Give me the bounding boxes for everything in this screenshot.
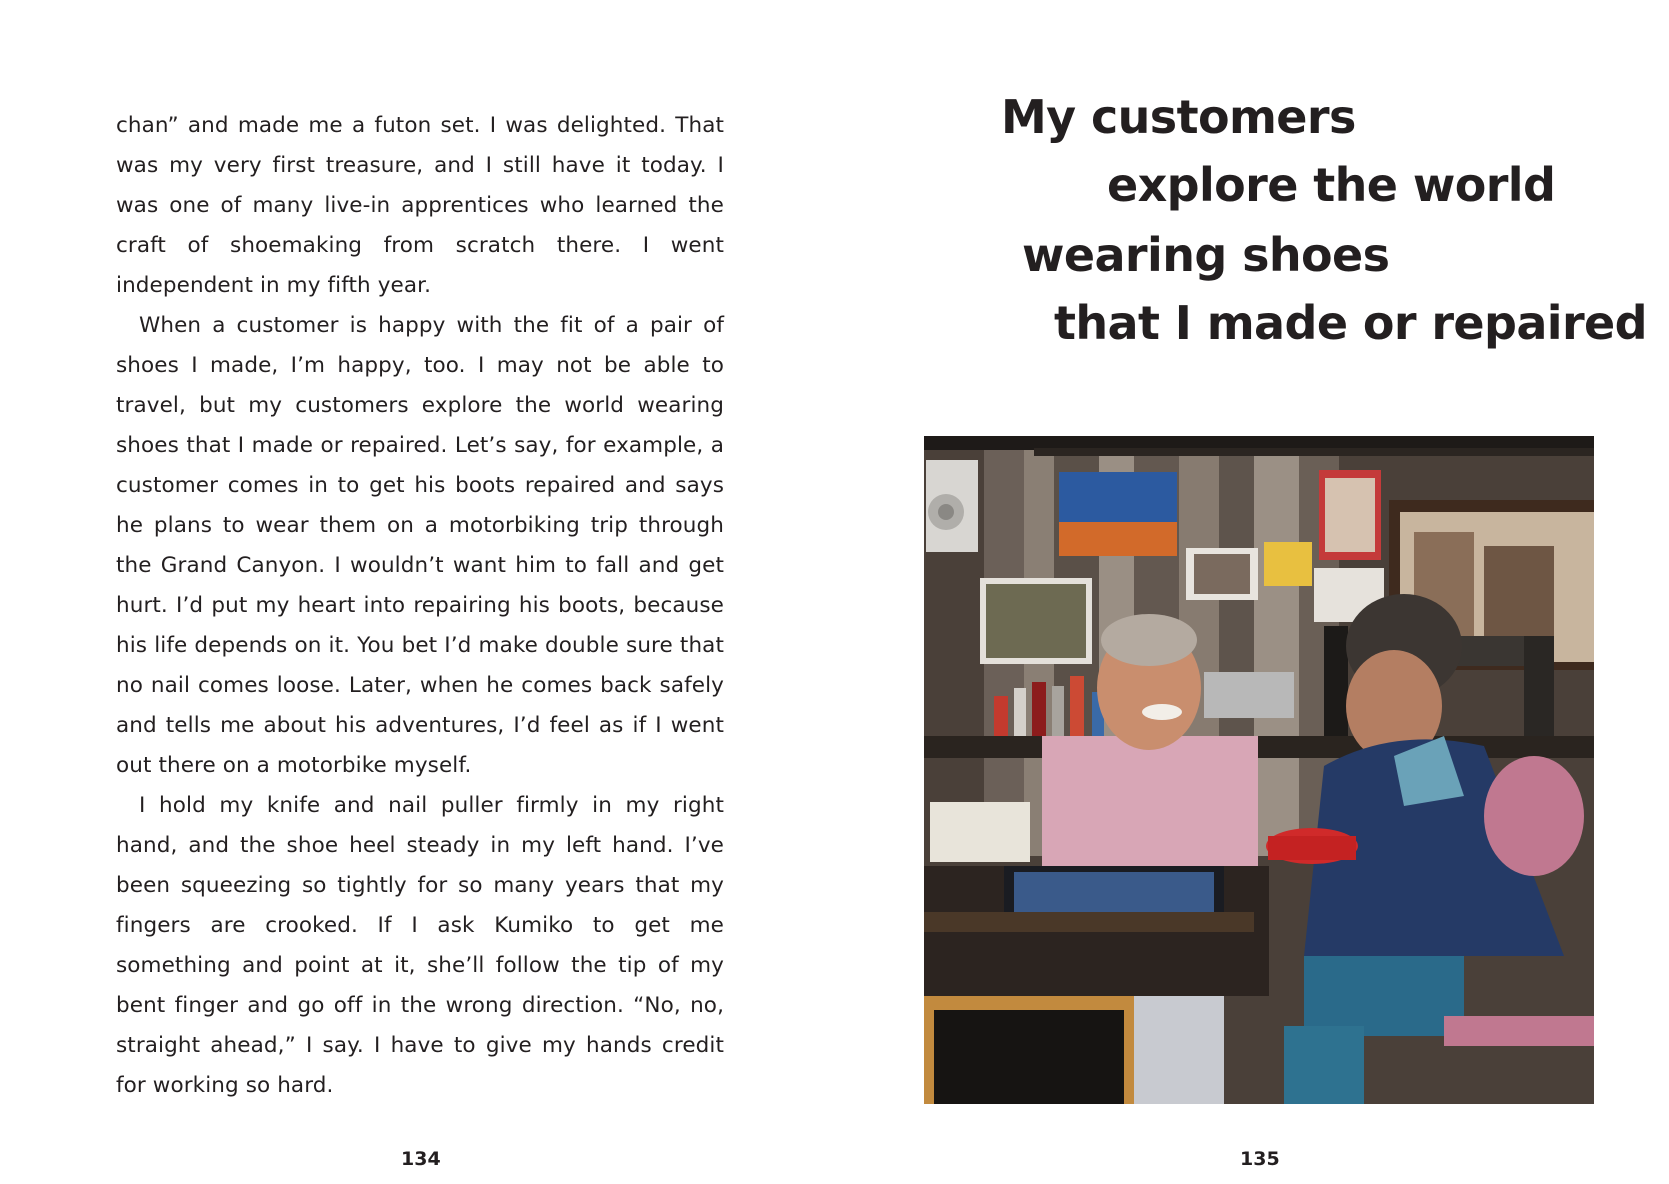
paragraph-1: chan” and made me a futon set. I was delighted. That was my very first treasure, and I still have it today. I was one of many live-in apprentices who learned the craft of shoemaking from scratch there. I went independent in my fifth year. [116, 113, 724, 298]
headline-line-3: wearing shoes [1022, 228, 1390, 282]
page-number-left: 134 [401, 1148, 441, 1170]
page-number-right: 135 [1240, 1148, 1280, 1170]
body-text [116, 106, 724, 1106]
headline-line-1: My customers [1001, 90, 1356, 144]
left-page [0, 0, 834, 1184]
paragraph-2: When a customer is happy with the fit of a pair of shoes I made, I’m happy, too. I may not be able to travel, but my customers explore the world wearing shoes that I made or repaired. Let’s say, for example, a customer comes in to get his boots repaired and says he plans to wear them on a motorbiking trip through the Grand Canyon. I wouldn’t want him to fall and get hurt. I’d put my heart into repairing his boots, because his life depends on it. You bet I’d make double sure that no nail comes loose. Later, when he comes back safely and tells me about his adventures, I’d feel as if I went out there on a motorbike myself. [116, 313, 724, 778]
paragraph-3: I hold my knife and nail puller firmly in my right hand, and the shoe heel steady in my left hand. I’ve been squeezing so tightly for so many years that my fingers are crooked. If I ask Kumiko to get me something and point at it, she’ll follow the tip of my bent finger and go off in the wrong direction. “No, no, straight ahead,” I say. I have to give my hands credit for working so hard. [116, 793, 724, 1098]
headline-line-4: that I made or repaired [1054, 296, 1647, 350]
right-page [834, 0, 1669, 1184]
workshop-photo [924, 436, 1594, 1104]
photo-icon [924, 436, 1594, 1104]
headline-line-2: explore the world [1107, 158, 1556, 212]
